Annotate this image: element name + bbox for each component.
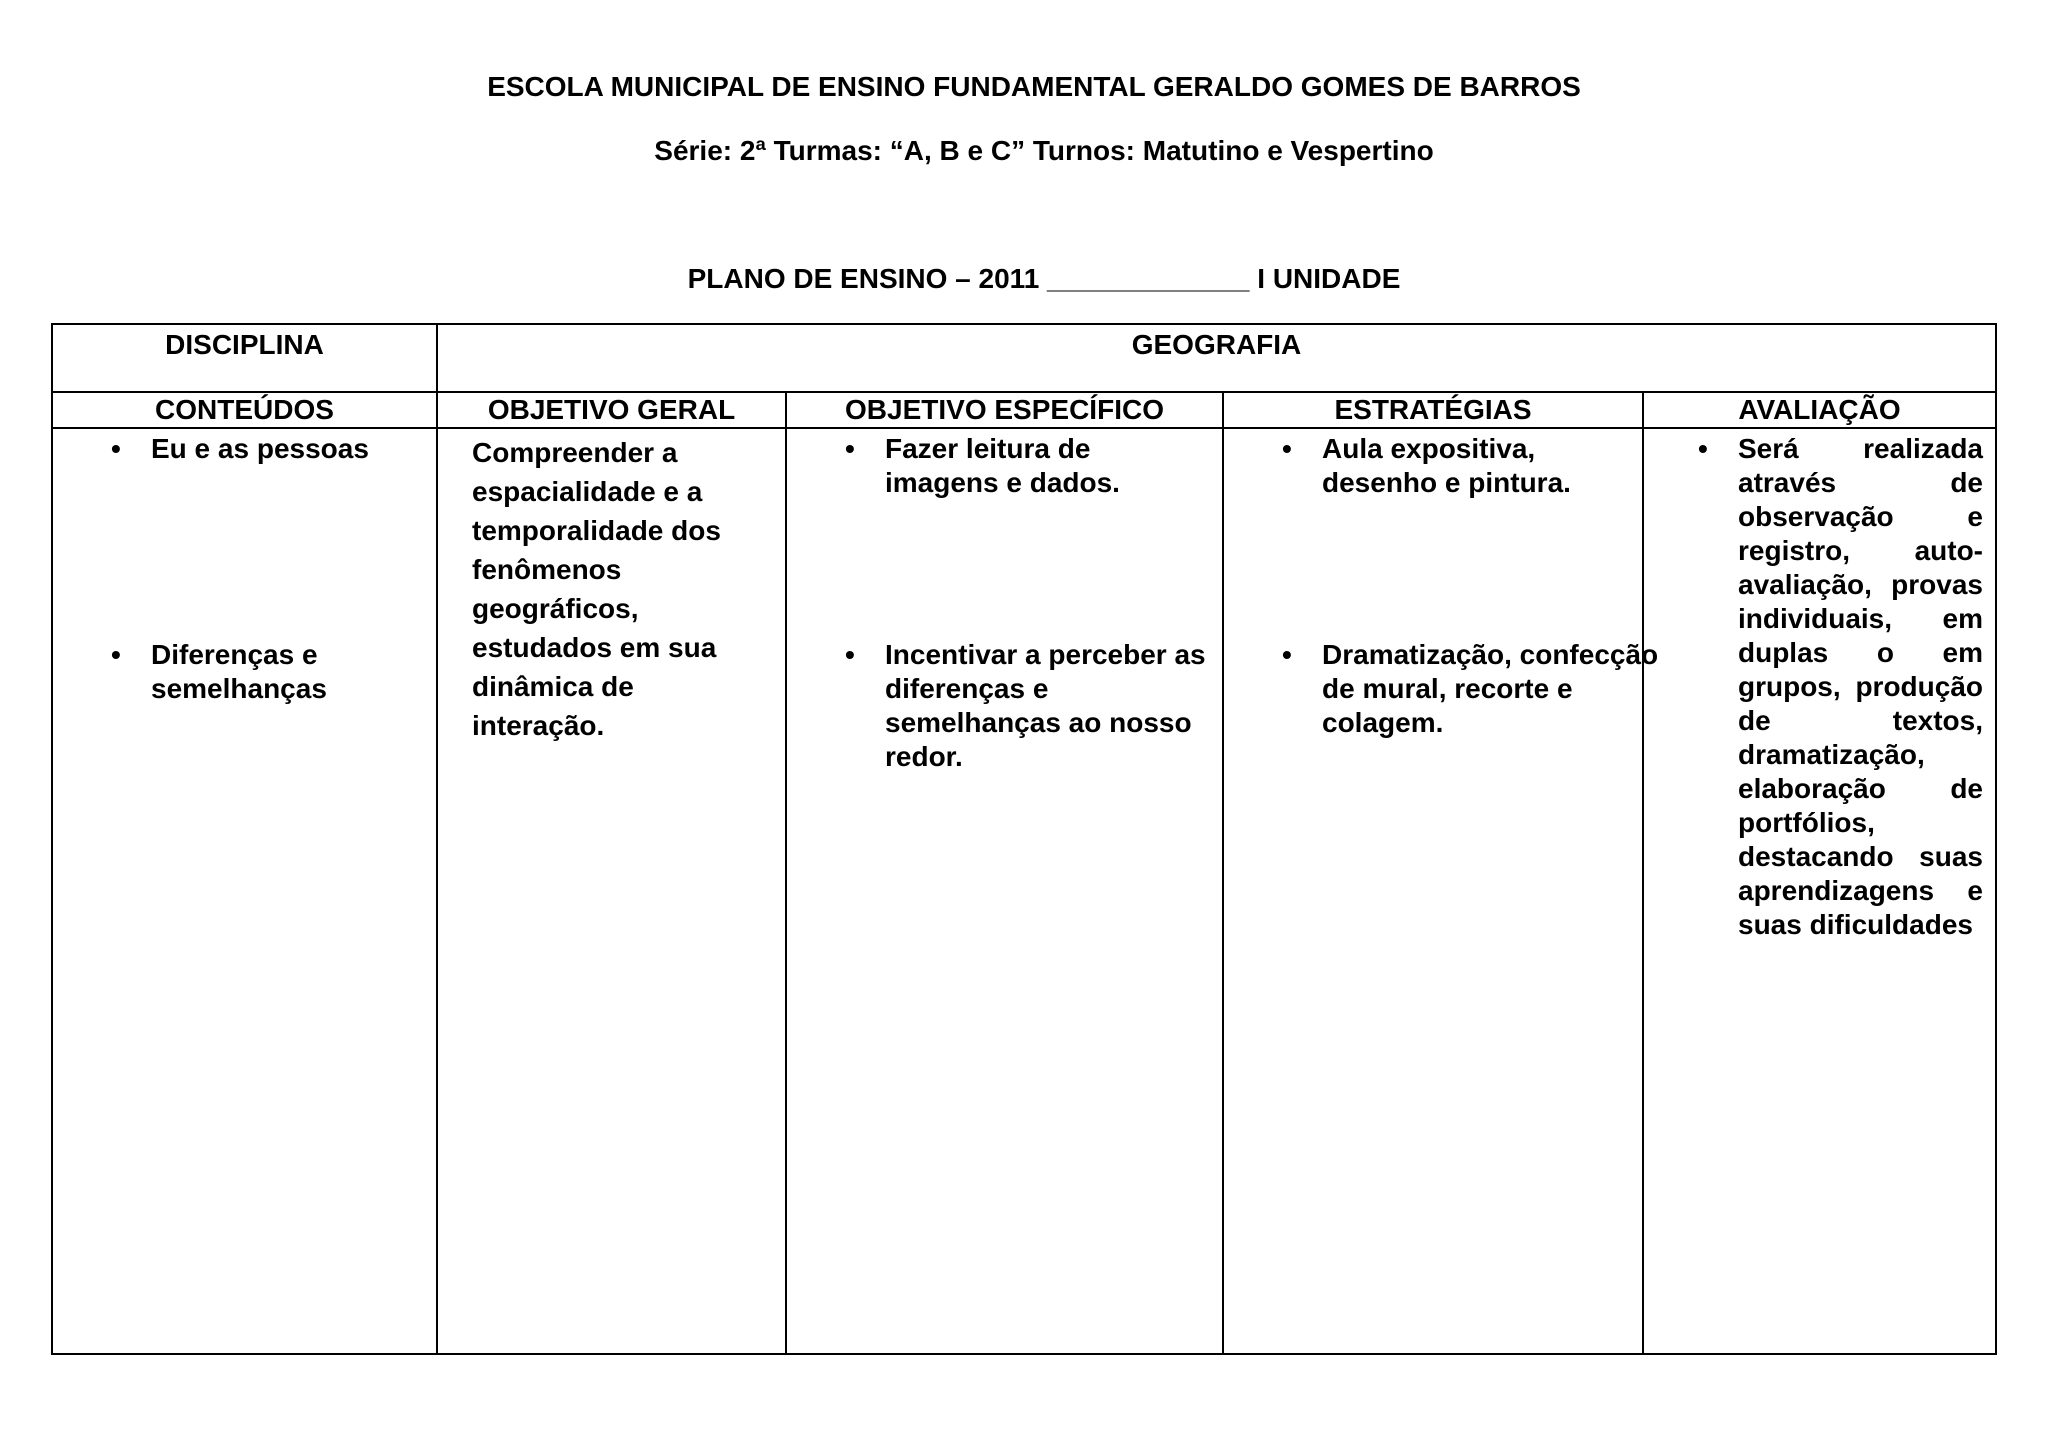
conteudos-cell	[52, 428, 437, 1354]
plan-title: PLANO DE ENSINO – 2011 _____________ I UNIDADE	[687, 263, 1401, 294]
list-item: • Dramatização, confecção de mural, recorte e colagem.	[1274, 638, 1662, 740]
class-info-line: Série: 2ª Turmas: “A, B e C” Turnos: Matutino e Vespertino	[654, 135, 1434, 166]
column-header-avaliacao: AVALIAÇÃO	[1643, 392, 1996, 428]
discipline-row	[52, 324, 1996, 392]
column-header-row	[52, 392, 1996, 428]
column-header-objetivo-geral: OBJETIVO GERAL	[437, 392, 786, 428]
list-item: • Incentivar a perceber as diferenças e semelhanças ao nosso redor.	[837, 638, 1215, 774]
list-item: • Diferenças e semelhanças	[103, 638, 371, 706]
column-header-estrategias: ESTRATÉGIAS	[1223, 392, 1643, 428]
column-header-conteudos: CONTEÚDOS	[52, 392, 437, 428]
discipline-value: GEOGRAFIA	[437, 324, 1996, 392]
discipline-label: DISCIPLINA	[52, 324, 437, 392]
objetivo-geral-text: Compreender a espacialidade e a temporalidade dos fenômenos geográficos, estudados em sua dinâmica de interação.	[472, 437, 721, 741]
list-item: • Eu e as pessoas	[103, 432, 436, 466]
column-header-objetivo-especifico: OBJETIVO ESPECÍFICO	[786, 392, 1223, 428]
estrategias-cell	[1223, 428, 1659, 1354]
content-row	[52, 428, 1996, 1354]
teaching-plan-table	[51, 323, 1997, 1355]
list-item: • Aula expositiva, desenho e pintura.	[1274, 432, 1632, 500]
list-item: • Será realizada através de observação e registro, auto-avaliação, provas individuais, em duplas o em grupos, produção de textos, dramatização, elaboração de portfólios, destacando suas aprendizagens e suas dificuldades	[1690, 432, 1995, 942]
avaliacao-cell	[1643, 428, 1996, 1354]
list-item: • Fazer leitura de imagens e dados.	[837, 432, 1185, 500]
objetivo-especifico-cell	[786, 428, 1223, 1354]
school-name: ESCOLA MUNICIPAL DE ENSINO FUNDAMENTAL GERALDO GOMES DE BARROS	[487, 71, 1581, 102]
objetivo-geral-cell	[437, 428, 786, 1354]
